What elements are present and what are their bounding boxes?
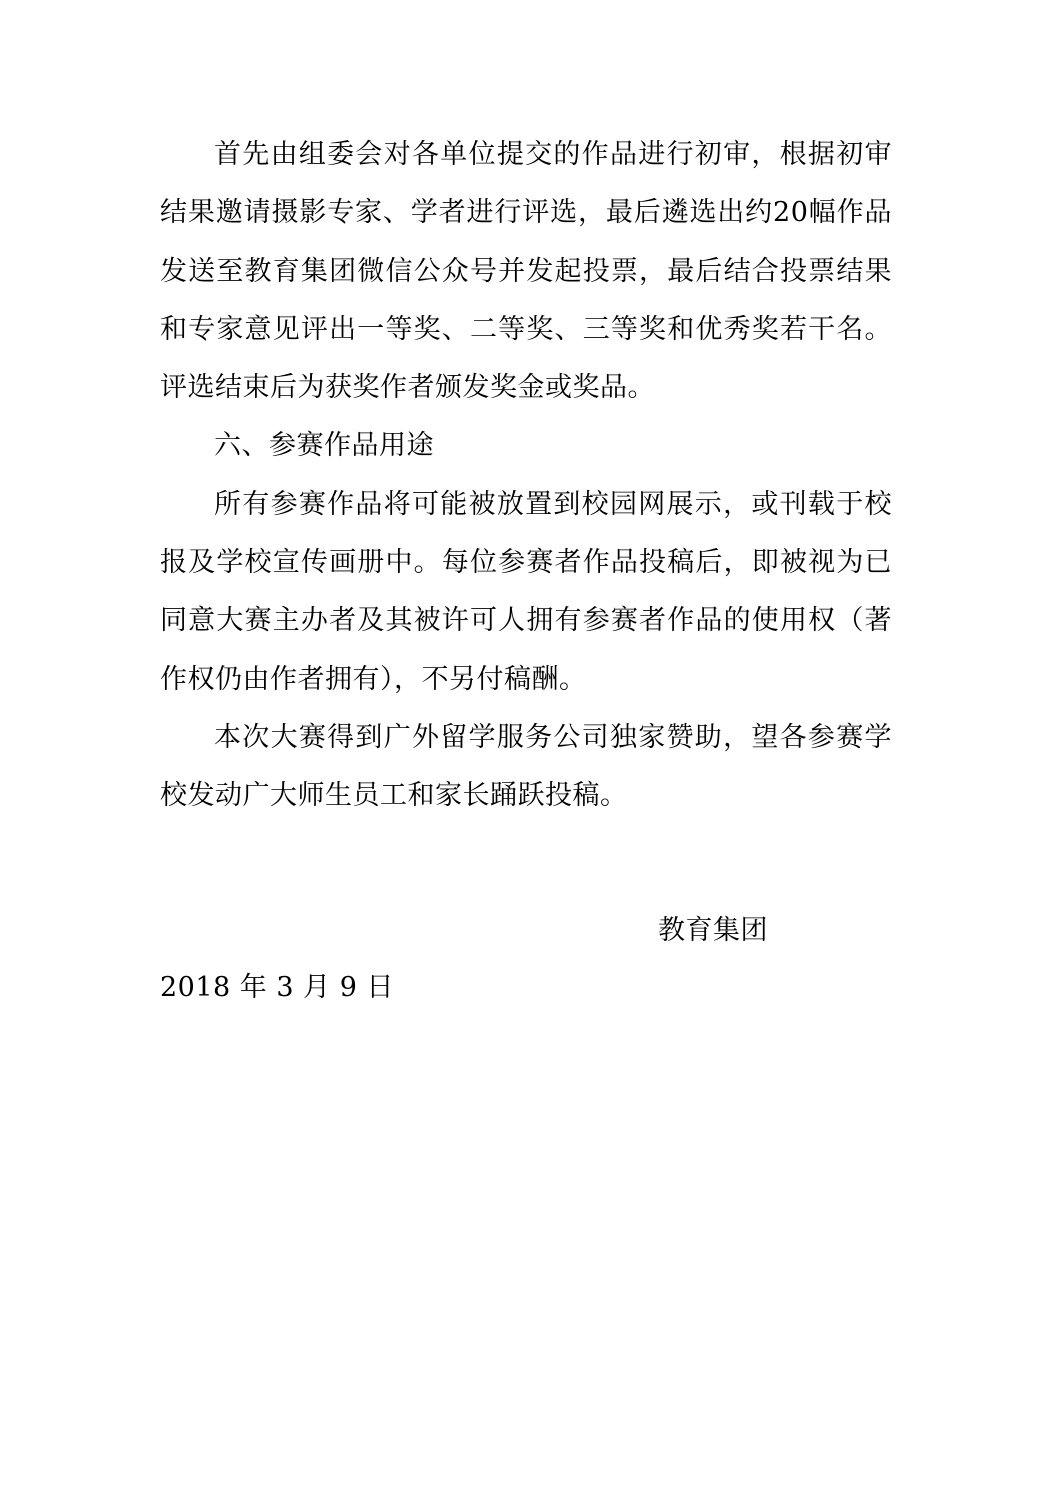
document-body <box>160 126 892 826</box>
section-heading-usage: 六、参赛作品用途 <box>214 430 434 462</box>
signature-organization: 教育集团 <box>658 915 768 946</box>
paragraph-review-process: 首先由组委会对各单位提交的作品进行初审，根据初审结果邀请摄影专家、学者进行评选，最后遴选出约20幅作品发送至教育集团微信公众号并发起投票，最后结合投票结果和专家意见评出一等奖、二等奖、三等奖和优秀奖若干名。评选结束后为获奖作者颁发奖金或奖品。 <box>160 139 892 404</box>
paragraph-usage-rights: 所有参赛作品将可能被放置到校园网展示，或刊载于校报及学校宣传画册中。每位参赛者作品投稿后，即被视为已同意大赛主办者及其被许可人拥有参赛者作品的使用权（著作权仍由作者拥有），不另付稿酬。 <box>160 488 892 695</box>
document-date: 2018 年 3 月 9 日 <box>160 972 394 1003</box>
paragraph-sponsor: 本次大赛得到广外留学服务公司独家赞助，望各参赛学校发动广大师生员工和家长踊跃投稿。 <box>160 721 892 812</box>
